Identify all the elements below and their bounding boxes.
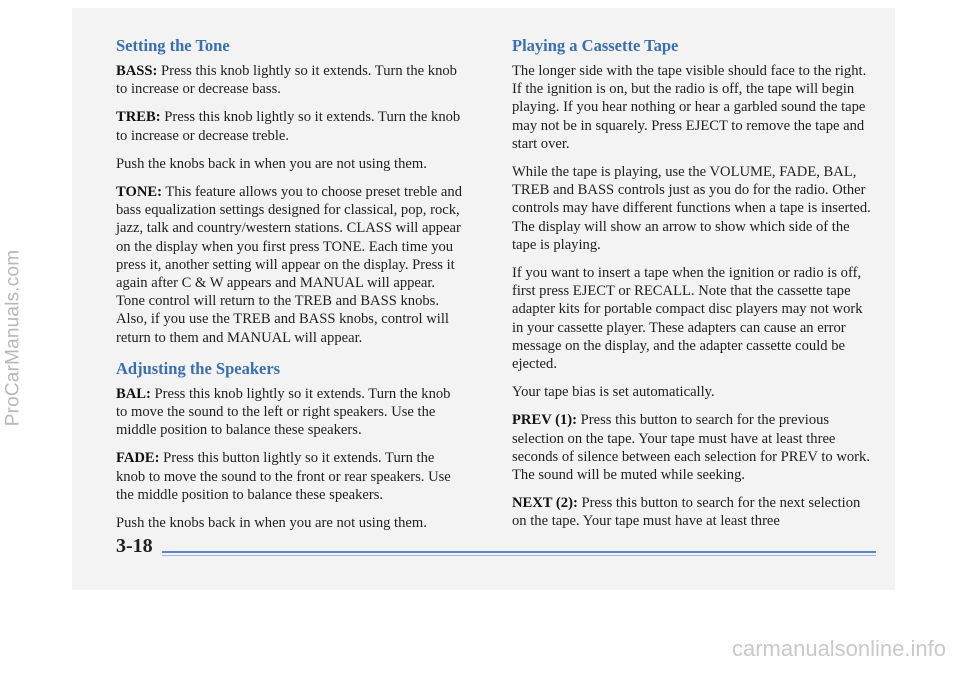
page-number: 3-18 [116,535,153,557]
label-fade: FADE: [116,450,160,467]
watermark-text: ProCarManuals.com [2,249,24,427]
text-prev: Press this button to search for the previous selection on the tape. Your tape must have at least three seconds of silence between each selection for PREV to work. The sound will be muted while seeking. [512,412,870,484]
heading-setting-tone: Setting the Tone [116,36,230,55]
label-prev: PREV (1): [512,412,577,429]
paragraph-fade [116,449,464,504]
left-column [116,36,464,542]
text-tone: This feature allows you to choose preset treble and bass equalization settings designed for classical, pop, rock, jazz, talk and country/western stations. CLASS will appear on the display when you first press TONE. Each time you press it, another setting will appear on the display. Press it again after C & W appears and MANUAL will appear. Tone control will return to the TREB and BASS knobs. Also, if you use the TREB and BASS knobs, control will return to them and MANUAL will appear. [116,184,462,346]
label-next: NEXT (2): [512,495,578,512]
footer-rule-thin [162,555,876,556]
heading-playing-cassette: Playing a Cassette Tape [512,36,679,55]
label-treb: TREB: [116,109,161,126]
right-column [512,36,874,541]
paragraph-treb [116,108,464,144]
paragraph-bal [116,385,464,440]
label-tone: TONE: [116,184,162,201]
heading-adjusting-speakers: Adjusting the Speakers [116,358,281,378]
paragraph-prev [512,411,874,484]
paragraph-ignition-off: If you want to insert a tape when the ignition or radio is off, first press EJECT or RECALL. Note that the cassette tape adapter kits for portable compact disc players may not work in your cassette player. These adapters can cause an error message on the display, and the adapter cassette could be ejected. [512,265,863,373]
paragraph-tone [116,183,464,347]
paragraph-push-knobs-2: Push the knobs back in when you are not using them. [116,515,427,532]
text-next: Press this button to search for the next selection on the tape. Your tape must have at least three [512,495,861,530]
footer-rule [162,551,876,553]
page-footer [116,535,876,565]
paragraph-tape-insert: The longer side with the tape visible should face to the right. If the ignition is on, but the radio is off, the tape will begin playing. If you hear nothing or hear a garbled sound the tape may not be in squarely. Press EJECT to remove the tape and start over. [512,63,867,152]
text-fade: Press this button lightly so it extends. Turn the knob to move the sound to the front or rear speakers. Use the middle position to balance these speakers. [116,450,451,503]
paragraph-next [512,494,874,530]
text-treb: Press this knob lightly so it extends. Turn the knob to increase or decrease treble. [116,109,461,144]
paragraph-push-knobs-1: Push the knobs back in when you are not using them. [116,155,427,172]
text-bass: Press this knob lightly so it extends. Turn the knob to increase or decrease bass. [116,63,457,98]
label-bass: BASS: [116,63,158,79]
paragraph-tape-bias: Your tape bias is set automatically. [512,384,715,401]
side-watermark [2,8,24,668]
label-bal: BAL: [116,385,151,402]
paragraph-bass [116,62,464,98]
paragraph-tape-playing: While the tape is playing, use the VOLUME, FADE, BAL, TREB and BASS controls just as you do for the radio. Other controls may have different functions when a tape is inserted. The display will show an arrow to show which side of the tape is playing. [512,164,871,253]
text-bal: Press this knob lightly so it extends. Turn the knob to move the sound to the left or right speakers. Use the middle position to balance these speakers. [116,385,451,439]
site-footer-watermark: carmanualsonline.info [731,636,946,661]
